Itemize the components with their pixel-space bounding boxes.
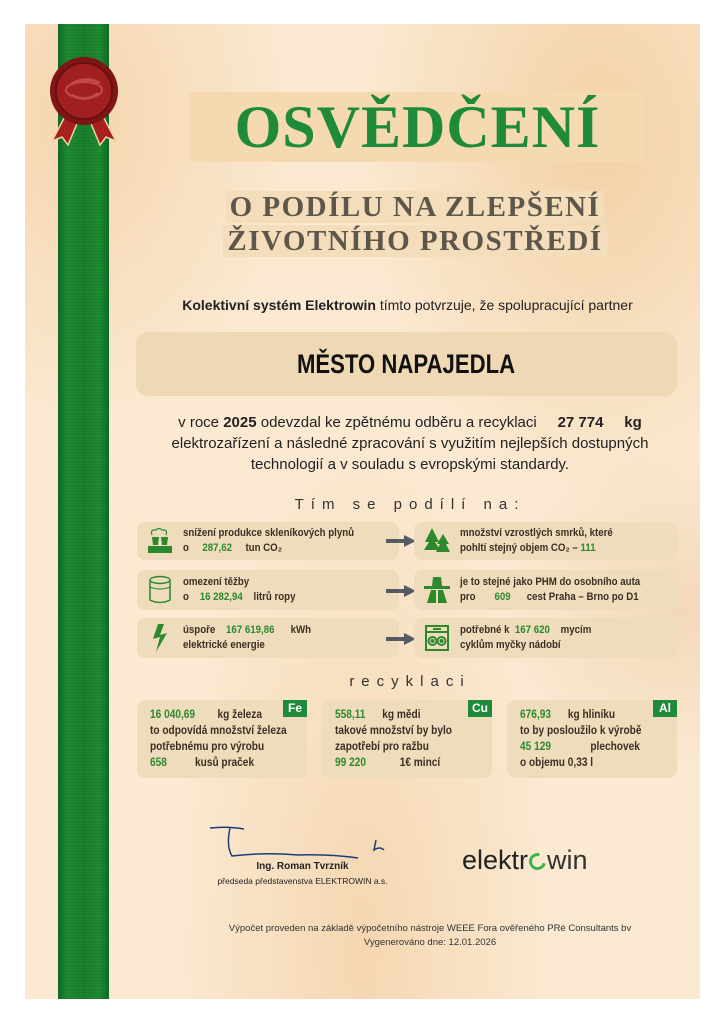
copper-unit: kg mědi [382,709,421,721]
copper-line2: takové množství by bylo [335,725,452,737]
elektrowin-logo [462,845,588,876]
highway-icon [420,573,454,607]
partner-name-box [136,332,677,396]
signatory-name: Ing. Roman Tvrzník [256,861,349,872]
green-ribbon [58,24,109,999]
dish-prefix: potřebné k [460,624,510,636]
cans-value: 45 129 [520,741,551,753]
intro-text [125,297,690,313]
co2-unit: tun CO₂ [245,542,282,554]
cans-volume: o objemu 0,33 l [520,757,594,769]
year: 2025 [223,414,257,431]
footer-generated-date: Vygenerováno dne: 12.01.2026 [363,937,497,948]
co2-label: snížení produkce skleníkových plynů [183,527,355,539]
factory-emissions-icon [143,524,177,558]
lightning-icon [143,621,177,655]
footer [150,922,710,950]
body-prefix: v roce [178,414,224,431]
footer-calculation-note: Výpočet proveden na základě výpočetního nástroje WEEE Fora ověřeného PRé Consultants bv [228,923,632,934]
trees-value: 111 [580,542,596,554]
spruce-trees-icon [420,524,454,558]
contribution-trees [414,522,678,560]
logo-part-2: win [547,845,588,875]
aluminium-unit: kg hliníku [567,709,616,721]
trees-label: množství vzrostlých smrků, které [460,527,613,539]
energy-prefix: úspoře [183,624,216,636]
trees-label-2: pohltí stejný objem CO₂ – [460,542,578,554]
iron-line3: potřebnému pro výrobu [150,741,265,753]
oil-label: omezení těžby [183,576,250,588]
dish-unit: mycím [560,624,592,636]
partner-name: MĚSTO NAPAJEDLA [297,348,516,379]
aluminium-value: 676,93 [520,709,551,721]
dish-label: cyklům myčky nádobí [460,639,561,651]
intro-bold: Kolektivní systém Elektrowin [182,297,376,313]
copper-value: 558,11 [335,709,366,721]
trips-label: je to stejné jako PHM do osobního auta [460,576,641,588]
coins-unit: 1€ mincí [399,757,441,769]
energy-unit: kWh [290,624,312,636]
total-amount: 27 774 [557,414,604,431]
co2-value: 287,62 [202,542,232,554]
iron-unit: kg železa [217,709,262,721]
trips-unit: cest Praha – Brno po D1 [526,591,639,603]
dishwasher-icon [420,621,454,655]
body-middle: odevzdal ke zpětnému odběru a recyklaci [256,414,541,431]
energy-label: elektrické energie [183,639,265,651]
washers-value: 658 [150,757,167,769]
recycling-heading: recyklaci [349,673,471,690]
total-unit: kg [624,414,642,431]
copper-line3: zapotřebí pro ražbu [335,741,429,753]
recycling-copper [322,700,492,778]
recycling-iron [137,700,307,778]
co2-prefix: o [183,542,189,554]
signature-icon [208,824,388,862]
contribution-dishwasher [414,618,678,658]
cans-unit: plechovek [590,741,640,753]
body-line-2: elektrozařízení a následné zpracování s využitím nejlepších dostupných [171,435,649,452]
dish-value: 167 620 [514,624,550,636]
recycling-aluminium [507,700,677,778]
body-line-3: technologií a v souladu s evropskými standardy. [250,456,570,473]
logo-ring-icon [526,850,549,873]
contribution-trips [414,570,678,610]
iron-line2: to odpovídá množství železa [150,725,287,737]
energy-value: 167 619,86 [226,624,275,636]
intro-rest: tímto potvrzuje, že spolupracující partner [375,297,633,313]
contribution-oil [137,570,399,610]
iron-value: 16 040,69 [150,709,196,721]
washers-unit: kusů praček [195,757,255,769]
oil-barrel-icon [143,573,177,607]
contribution-energy [137,618,399,658]
subtitle-line-2: ŽIVOTNÍHO PROSTŘEDÍ [223,225,606,257]
signatory-role: předseda představenstva ELEKTROWIN a.s. [217,876,388,886]
badge-cu: Cu [468,700,492,717]
arrow-right-icon [386,633,416,645]
wax-seal-icon [34,55,136,147]
coins-value: 99 220 [335,757,366,769]
trips-prefix: pro [460,591,476,603]
subtitle-line-1: O PODÍLU NA ZLEPŠENÍ [226,191,605,223]
arrow-right-icon [386,535,416,547]
oil-unit: litrů ropy [253,591,296,603]
certificate-subtitle [205,190,625,258]
body-text [130,412,690,475]
contribution-heading: Tím se podílí na: [294,496,526,513]
contribution-co2 [137,522,399,560]
trips-value: 609 [494,591,511,603]
oil-value: 16 282,94 [199,591,243,603]
aluminium-line2: to by posloužilo k výrobě [520,725,642,737]
arrow-right-icon [386,585,416,597]
logo-part-1: elektr [462,845,529,875]
oil-prefix: o [183,591,189,603]
badge-al: Al [653,700,677,717]
certificate-title: OSVĚDČENÍ [190,92,645,162]
badge-fe: Fe [283,700,307,717]
